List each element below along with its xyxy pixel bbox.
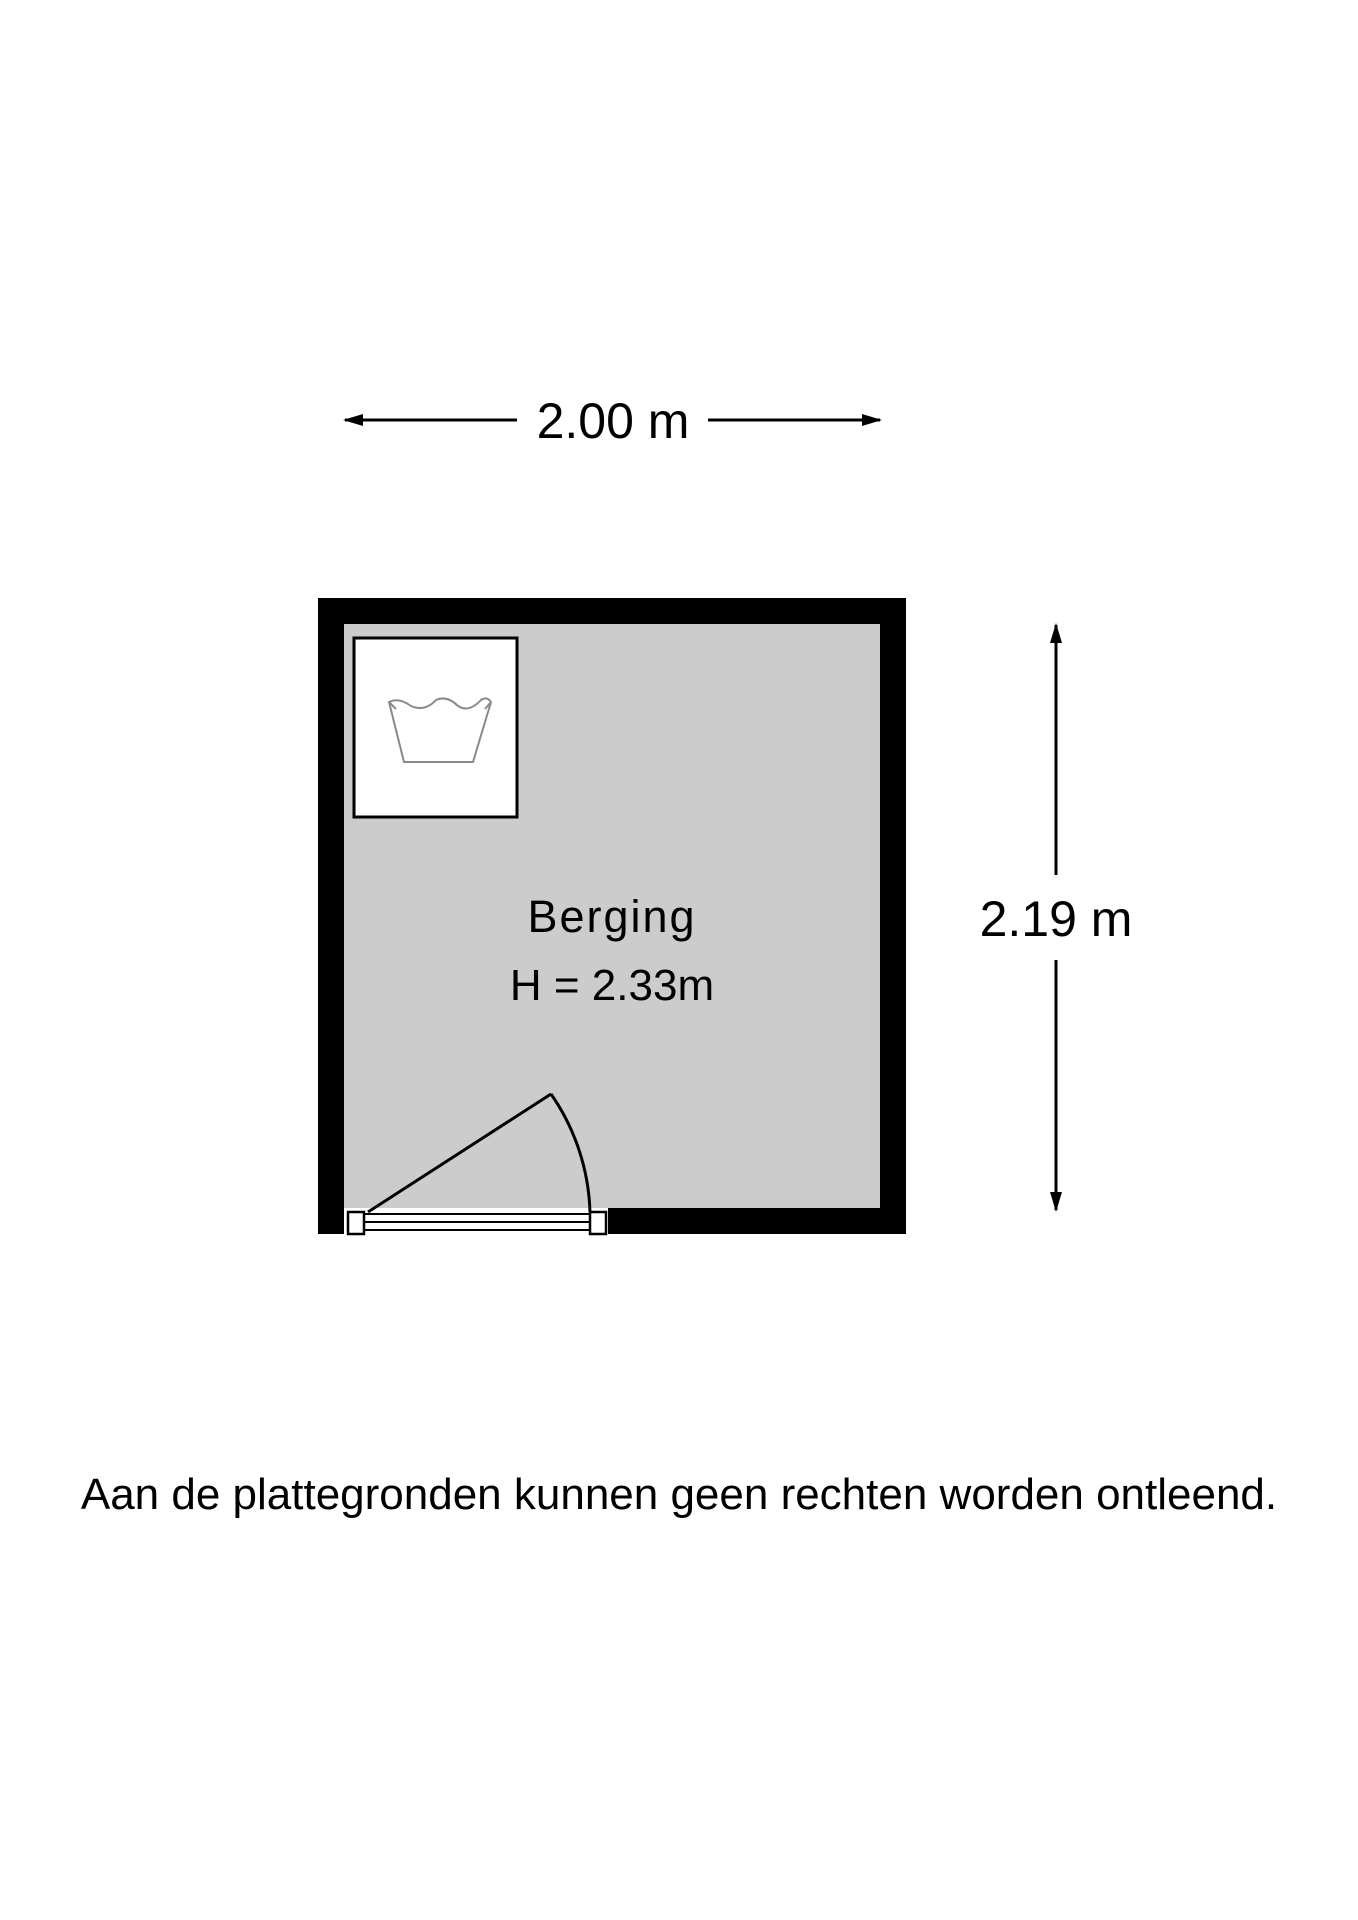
- width-dimension: [345, 393, 880, 449]
- depth-dimension-label: 2.19 m: [979, 891, 1133, 947]
- room-berging: [318, 598, 906, 1234]
- room-name: Berging: [527, 891, 697, 942]
- door-jamb-right: [590, 1212, 606, 1234]
- washbasin-icon: [354, 638, 517, 817]
- width-dimension-label: 2.00 m: [536, 393, 690, 449]
- door-jamb-left: [348, 1212, 364, 1234]
- washbasin-bowl: [389, 698, 491, 762]
- room-height: H = 2.33m: [509, 961, 715, 1010]
- depth-dimension: [980, 625, 1133, 1210]
- disclaimer-text: Aan de plattegronden kunnen geen rechten worden ontleend.: [80, 1470, 1278, 1519]
